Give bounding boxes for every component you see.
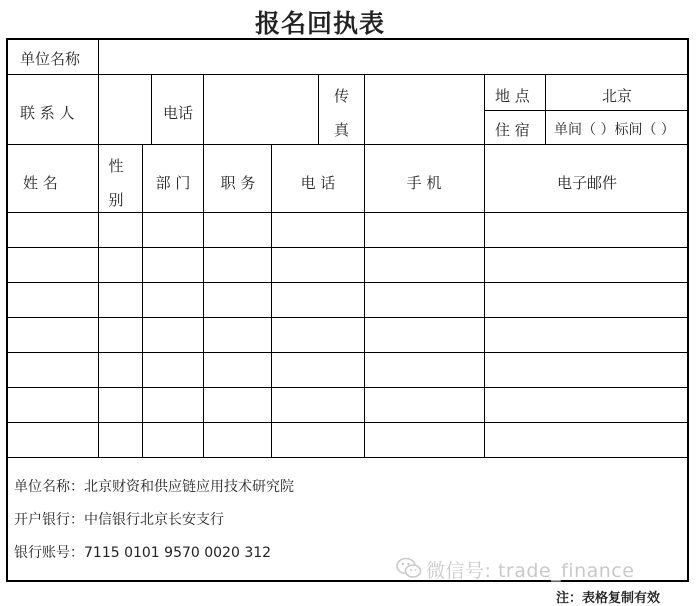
- row-divider: [7, 74, 688, 75]
- row-divider: [7, 144, 688, 145]
- footer-account: 银行账号：7115 0101 9570 0020 312: [14, 545, 272, 561]
- row-divider: [7, 387, 688, 388]
- column-header-department: 部 门: [155, 174, 191, 192]
- registration-form-table: [6, 38, 689, 582]
- row-divider: [7, 247, 688, 248]
- column-header-phone: 电 话: [300, 174, 336, 192]
- copy-valid-note: 注：表格复制有效: [556, 591, 661, 606]
- wechat-icon: [396, 557, 422, 583]
- column-header-gender-top: 性: [108, 157, 124, 175]
- location-label: 地 点: [495, 87, 530, 105]
- phone-label: 电话: [163, 104, 194, 122]
- column-divider: [151, 74, 152, 144]
- column-divider: [364, 144, 365, 457]
- footer-bank: 开户银行：中信银行北京长安支行: [14, 512, 224, 528]
- fax-label-bottom: 真: [334, 121, 350, 139]
- row-divider: [7, 457, 688, 458]
- column-header-position: 职 务: [220, 174, 256, 192]
- column-divider: [271, 144, 272, 457]
- form-title: 报名回执表: [254, 9, 385, 38]
- row-divider: [7, 282, 688, 283]
- footer-unit-name: 单位名称：北京财资和供应链应用技术研究院: [14, 479, 294, 495]
- column-divider: [484, 74, 485, 144]
- column-header-gender-bottom: 别: [108, 191, 124, 209]
- row-divider: [484, 110, 688, 111]
- column-divider: [545, 74, 546, 144]
- column-divider: [98, 39, 99, 74]
- watermark: [396, 556, 634, 583]
- row-divider: [7, 317, 688, 318]
- row-divider: [7, 422, 688, 423]
- column-header-mobile: 手 机: [406, 174, 442, 192]
- column-divider: [98, 144, 99, 457]
- row-divider: [7, 212, 688, 213]
- contact-label: 联 系 人: [20, 104, 75, 122]
- lodging-options: 单间（ ）标间（ ）: [554, 122, 675, 138]
- watermark-text: 微信号: trade_finance: [426, 560, 635, 582]
- fax-label-top: 传: [334, 87, 350, 105]
- column-divider: [98, 74, 99, 144]
- column-header-name: 姓 名: [23, 174, 58, 192]
- column-divider: [142, 144, 143, 457]
- row-divider: [7, 352, 688, 353]
- unit-name-label: 单位名称: [20, 50, 81, 68]
- column-divider: [318, 74, 319, 144]
- column-header-email: 电子邮件: [556, 174, 618, 192]
- column-divider: [484, 144, 485, 457]
- column-divider: [203, 74, 204, 144]
- lodging-label: 住 宿: [495, 121, 530, 139]
- column-divider: [203, 144, 204, 457]
- column-divider: [364, 74, 365, 144]
- location-value: 北京: [601, 87, 633, 105]
